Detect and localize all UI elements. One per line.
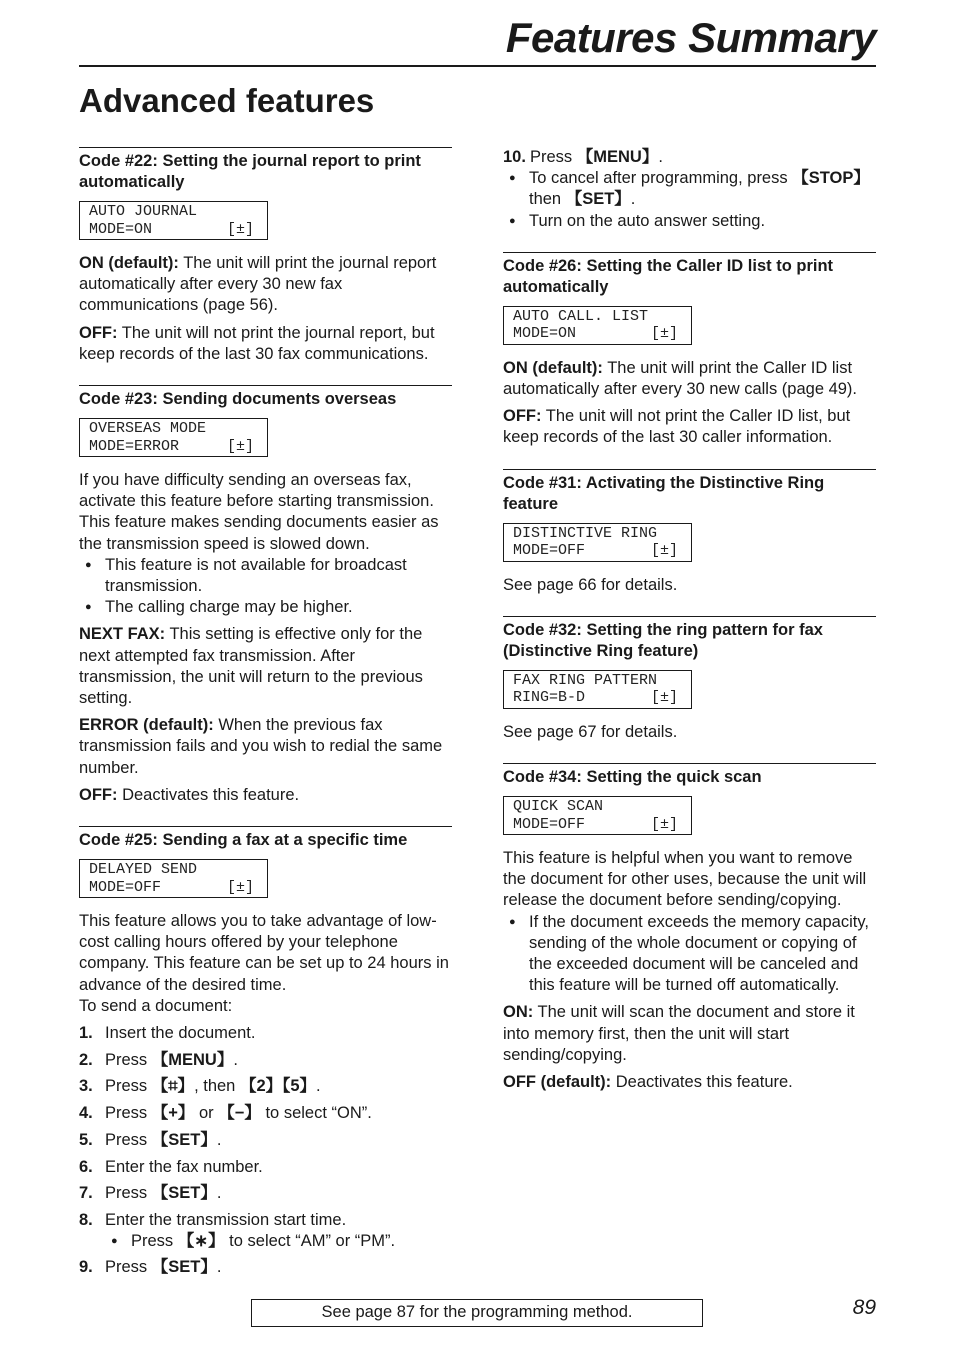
lcd-display [503, 670, 692, 709]
section-code-34 [503, 763, 876, 1093]
off-text: OFF: Deactivates this feature. [79, 785, 300, 804]
lcd-line-2: MODE=ERROR [89, 437, 180, 455]
lcd-line-2: RING=B-D [513, 689, 586, 707]
step-8-sub-bullet: ● Press 【∗】 to select “AM” or “PM”. [79, 1231, 452, 1252]
star-key: 【∗】 [177, 1232, 225, 1251]
section-title: Code #32: Setting the ring pattern for fax (Distinctive Ring feature) [503, 620, 823, 660]
section-title: Code #26: Setting the Caller ID list to print automatically [503, 256, 834, 296]
lcd-line-1: DISTINCTIVE RING [513, 524, 658, 542]
step-10-block [503, 147, 876, 232]
section-code-26 [503, 252, 876, 449]
lcd-line-1: FAX RING PATTERN [513, 671, 658, 689]
details-text: See page 67 for details. [503, 722, 678, 741]
step-6: 6. Enter the fax number. [79, 1157, 263, 1176]
plus-key: 【+】 [151, 1104, 195, 1123]
lcd-plus-minus: [±] [650, 815, 678, 833]
stop-key: 【STOP】 [792, 169, 870, 188]
section-title: Code #22: Setting the journal report to print automatically [79, 152, 421, 191]
step-4: 4. Press 【+】 or 【−】 to select “ON”. [79, 1104, 372, 1123]
section-code-23 [79, 385, 452, 806]
step-2: 2. Press 【MENU】. [79, 1050, 238, 1069]
set-key: 【SET】 [151, 1130, 217, 1149]
lcd-line-2: MODE=OFF [89, 878, 162, 896]
step-3: 3. Press 【⌗】, then 【2】【5】. [79, 1077, 321, 1096]
intro-text: This feature allows you to take advantage of low-cost calling hours offered by your telephone company. This feature can be set up to 24 hours in advance of the desired time. [79, 912, 449, 994]
details-text: See page 66 for details. [503, 575, 678, 594]
lcd-line-1: QUICK SCAN [513, 798, 604, 816]
on-default-text: ON (default): The unit will print the journal report automatically after every 30 new fax communications (page 56). [79, 254, 437, 315]
lcd-plus-minus: [±] [226, 220, 254, 238]
on-default-text: ON (default): The unit will print the Caller ID list automatically after every 30 new calls (page 49). [503, 358, 858, 399]
bullet-item: ● To cancel after programming, press 【STOP】 then 【SET】. [503, 168, 876, 210]
lcd-plus-minus: [±] [226, 437, 254, 455]
lcd-plus-minus: [±] [650, 542, 678, 560]
section-title: Code #25: Sending a fax at a specific time [79, 831, 408, 850]
bullet-item: ● This feature is not available for broadcast transmission. [79, 555, 452, 597]
section-title: Code #34: Setting the quick scan [503, 768, 762, 787]
footer-note: See page 87 for the programming method. [251, 1299, 703, 1327]
lcd-plus-minus: [±] [226, 878, 254, 896]
lcd-display [503, 796, 692, 835]
intro-text-2: To send a document: [79, 996, 233, 1015]
section-code-32 [503, 616, 876, 743]
lcd-line-1: AUTO JOURNAL [89, 203, 198, 220]
menu-key: 【MENU】 [576, 148, 659, 166]
step-10: 10. Press 【MENU】. [503, 148, 663, 166]
error-default-text: ERROR (default): When the previous fax transmission fails and you wish to redial the same number. [79, 716, 443, 777]
step-8: 8. Enter the transmission start time. [79, 1211, 347, 1229]
bullet-item: ● Turn on the auto answer setting. [503, 211, 876, 232]
lcd-display [79, 418, 268, 457]
number-keys: 【2】【5】 [239, 1077, 317, 1096]
lcd-line-2: MODE=ON [89, 220, 153, 238]
off-text: OFF: The unit will not print the journal report, but keep records of the last 30 fax communications. [79, 323, 435, 363]
set-key: 【SET】 [151, 1258, 217, 1277]
lcd-line-2: MODE=OFF [513, 542, 586, 560]
minus-key: 【−】 [218, 1104, 261, 1123]
section-code-22 [79, 147, 452, 365]
lcd-plus-minus: [±] [650, 325, 678, 343]
section-code-25 [79, 826, 452, 1279]
header-rule [79, 65, 876, 67]
lcd-line-1: DELAYED SEND [89, 861, 198, 879]
step-9: 9. Press 【SET】. [79, 1258, 222, 1277]
page-heading: Advanced features [79, 82, 375, 119]
lcd-line-2: MODE=OFF [513, 815, 586, 833]
lcd-display [79, 859, 268, 898]
bullet-item: ● If the document exceeds the memory capacity, sending of the whole document or copying of the exceeded document will be canceled and this feature will be turned off automatically. [503, 912, 876, 997]
header-title: Features Summary [505, 14, 876, 61]
step-7: 7. Press 【SET】. [79, 1184, 222, 1203]
on-text: ON: The unit will scan the document and store it into memory first, then the unit will start sending/copying. [503, 1003, 855, 1064]
lcd-line-1: OVERSEAS MODE [89, 420, 207, 438]
step-1: 1. Insert the document. [79, 1024, 256, 1043]
intro-text: This feature is helpful when you want to remove the document for other uses, because the unit will release the document before sending/copying. [503, 849, 867, 910]
menu-key: 【MENU】 [151, 1050, 234, 1069]
lcd-line-1: AUTO CALL. LIST [513, 307, 649, 325]
lcd-display [503, 523, 692, 562]
section-title: Code #23: Sending documents overseas [79, 390, 397, 409]
lcd-plus-minus: [±] [650, 689, 678, 707]
lcd-display [503, 306, 692, 345]
off-text: OFF: The unit will not print the Caller ID list, but keep records of the last 30 caller information. [503, 407, 851, 447]
set-key: 【SET】 [565, 190, 631, 209]
step-5: 5. Press 【SET】. [79, 1130, 222, 1149]
lcd-line-2: MODE=ON [513, 325, 577, 343]
off-default-text: OFF (default): Deactivates this feature. [503, 1073, 793, 1092]
set-key: 【SET】 [151, 1184, 217, 1203]
next-fax-text: NEXT FAX: This setting is effective only for the next attempted fax transmission. After transmission, the unit will return to the previous setting. [79, 625, 423, 708]
page-number: 89 [852, 1296, 876, 1319]
left-column [79, 147, 452, 1284]
right-column [503, 147, 876, 1099]
hash-key: 【⌗】 [151, 1077, 195, 1096]
section-code-31 [503, 469, 876, 596]
lcd-display [79, 201, 268, 240]
bullet-item: ● The calling charge may be higher. [79, 597, 452, 618]
intro-text: If you have difficulty sending an overseas fax, activate this feature before starting transmission. This feature makes sending documents easier as the transmission speed is slowed down. [79, 471, 439, 553]
section-title: Code #31: Activating the Distinctive Ring feature [503, 473, 825, 513]
